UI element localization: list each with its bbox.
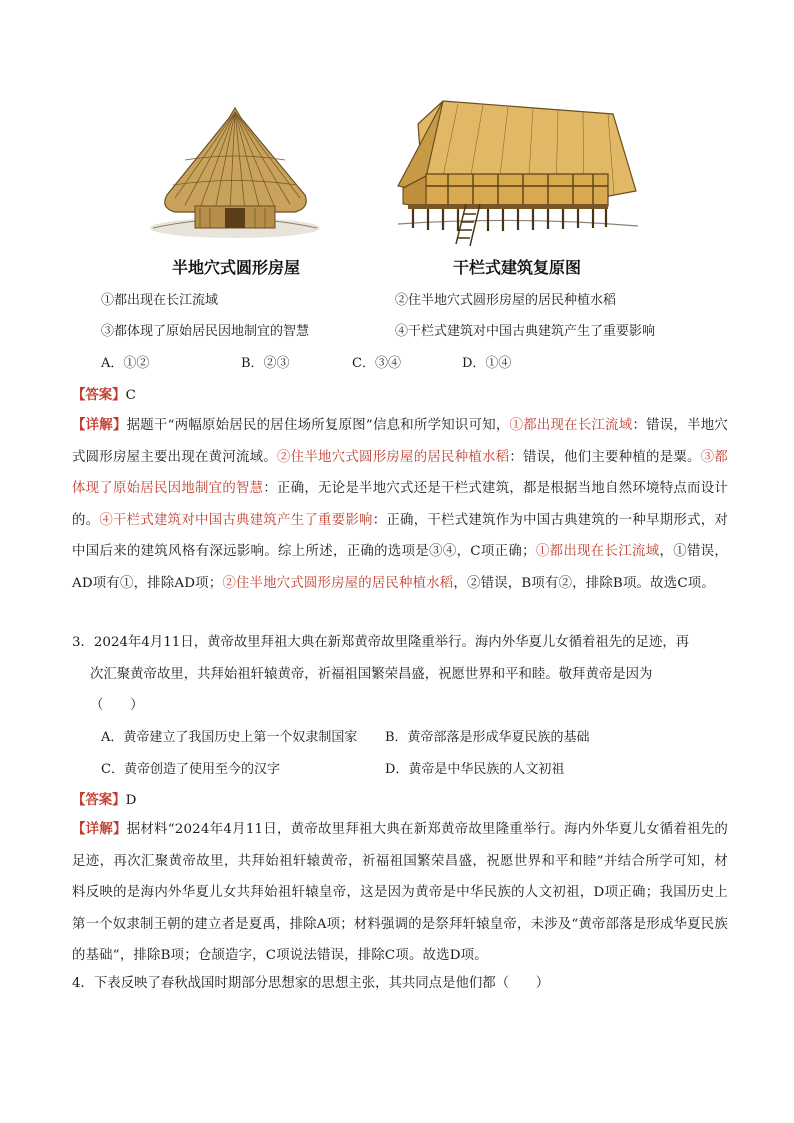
detail-paragraph bbox=[72, 410, 728, 599]
detail-tag: 【详解】 bbox=[72, 821, 127, 837]
option-c: C．③④ bbox=[352, 356, 401, 371]
answer-value: C bbox=[125, 388, 136, 403]
detail-text: ：正确，无论是半地穴式还是干栏式建筑，都是根据当地自然环境特点而设计的。 bbox=[72, 481, 728, 528]
answer-line bbox=[72, 384, 136, 403]
option-d: D．黄帝是中华民族的人文初祖 bbox=[385, 762, 565, 777]
detail-highlight: ②住半地穴式圆形房屋的居民种植水稻 bbox=[222, 575, 454, 591]
answer-blank: （ ） bbox=[90, 698, 144, 713]
question-4-stem: 4．下表反映了春秋战国时期部分思想家的思想主张，其共同点是他们都（ ） bbox=[72, 976, 550, 991]
detail-text: 据题干“两幅原始居民的居住场所复原图”信息和所学知识可知， bbox=[126, 418, 510, 433]
detail-highlight: ②住半地穴式圆形房屋的居民种植水稻 bbox=[277, 449, 510, 465]
stilt-house-image bbox=[388, 96, 643, 251]
detail-highlight: ①都出现在长江流域 bbox=[535, 544, 660, 559]
option-b: B．②③ bbox=[241, 356, 290, 371]
option-a: A．黄帝建立了我国历史上第一个奴隶制国家 bbox=[101, 730, 358, 745]
question-3-stem bbox=[72, 627, 732, 722]
round-hut-caption: 半地穴式圆形房屋 bbox=[172, 258, 301, 277]
stem-line: 3．2024年4月11日，黄帝故里拜祖大典在新郑黄帝故里隆重举行。海内外华夏儿女循着祖先的足迹，再 bbox=[72, 635, 690, 650]
option-a: A．①② bbox=[101, 356, 150, 371]
detail-highlight: ④干栏式建筑对中国古典建筑产生了重要影响 bbox=[99, 512, 373, 528]
statement-4: ④干栏式建筑对中国古典建筑产生了重要影响 bbox=[395, 324, 656, 339]
detail-paragraph bbox=[72, 814, 728, 972]
option-d: D．①④ bbox=[462, 356, 512, 371]
detail-highlight: ①都出现在长江流域 bbox=[509, 418, 633, 433]
round-hut-image bbox=[145, 100, 325, 250]
option-b: B．黄帝部落是形成华夏民族的基础 bbox=[385, 730, 590, 745]
detail-text: ：错误，他们主要种植的是粟。 bbox=[509, 449, 701, 465]
detail-text: ，①错误，AD项有①，排除AD项； bbox=[72, 544, 728, 591]
option-c: C．黄帝创造了使用至今的汉字 bbox=[101, 762, 280, 777]
detail-text: ，②错误，B项有②，排除B项。故选C项。 bbox=[453, 575, 715, 591]
statement-2: ②住半地穴式圆形房屋的居民种植水稻 bbox=[395, 293, 617, 308]
detail-tag: 【详解】 bbox=[72, 417, 127, 433]
stilt-house-caption: 干栏式建筑复原图 bbox=[453, 258, 582, 277]
detail-text: ：正确，干栏式建筑作为中国古典建筑的一种早期形式，对中国后来的建筑风格有深远影响。综上所述，正确的选项是③④，C项正确； bbox=[72, 512, 729, 559]
answer-line bbox=[72, 789, 136, 808]
answer-value: D bbox=[125, 793, 137, 808]
detail-text: 据材料“2024年4月11日，黄帝故里拜祖大典在新郑黄帝故里隆重举行。海内外华夏儿女循着祖先的足迹，再次汇聚黄帝故里，共拜始祖轩辕黄帝，祈福祖国繁荣昌盛，祝愿世界和平和睦”并结合所学可知，材料反映的是海内外华夏儿女共拜始祖轩辕皇帝，这是因为黄帝是中华民族的人文初祖，D项正确；我国历史上第一个奴隶制王朝的建立者是夏禹，排除A项；材料强调的是祭拜轩辕皇帝，未涉及“黄帝部落是形成华夏民族的基础”，排除B项；仓颉造字，C项说法错误，排除C项。故选D项。 bbox=[72, 822, 728, 963]
stem-line: 次汇聚黄帝故里，共拜始祖轩辕黄帝，祈福祖国繁荣昌盛，祝愿世界和平和睦。敬拜黄帝是因为 bbox=[90, 666, 653, 682]
answer-tag: 【答案】 bbox=[72, 387, 126, 403]
detail-text: ：错误，半地穴式圆形房屋主要出现在黄河流域。 bbox=[72, 418, 728, 465]
statement-1: ①都出现在长江流域 bbox=[101, 293, 219, 308]
detail-highlight: ③都体现了原始居民因地制宜的智慧 bbox=[72, 449, 728, 496]
statement-3: ③都体现了原始居民因地制宜的智慧 bbox=[101, 324, 310, 339]
answer-tag: 【答案】 bbox=[72, 792, 126, 808]
